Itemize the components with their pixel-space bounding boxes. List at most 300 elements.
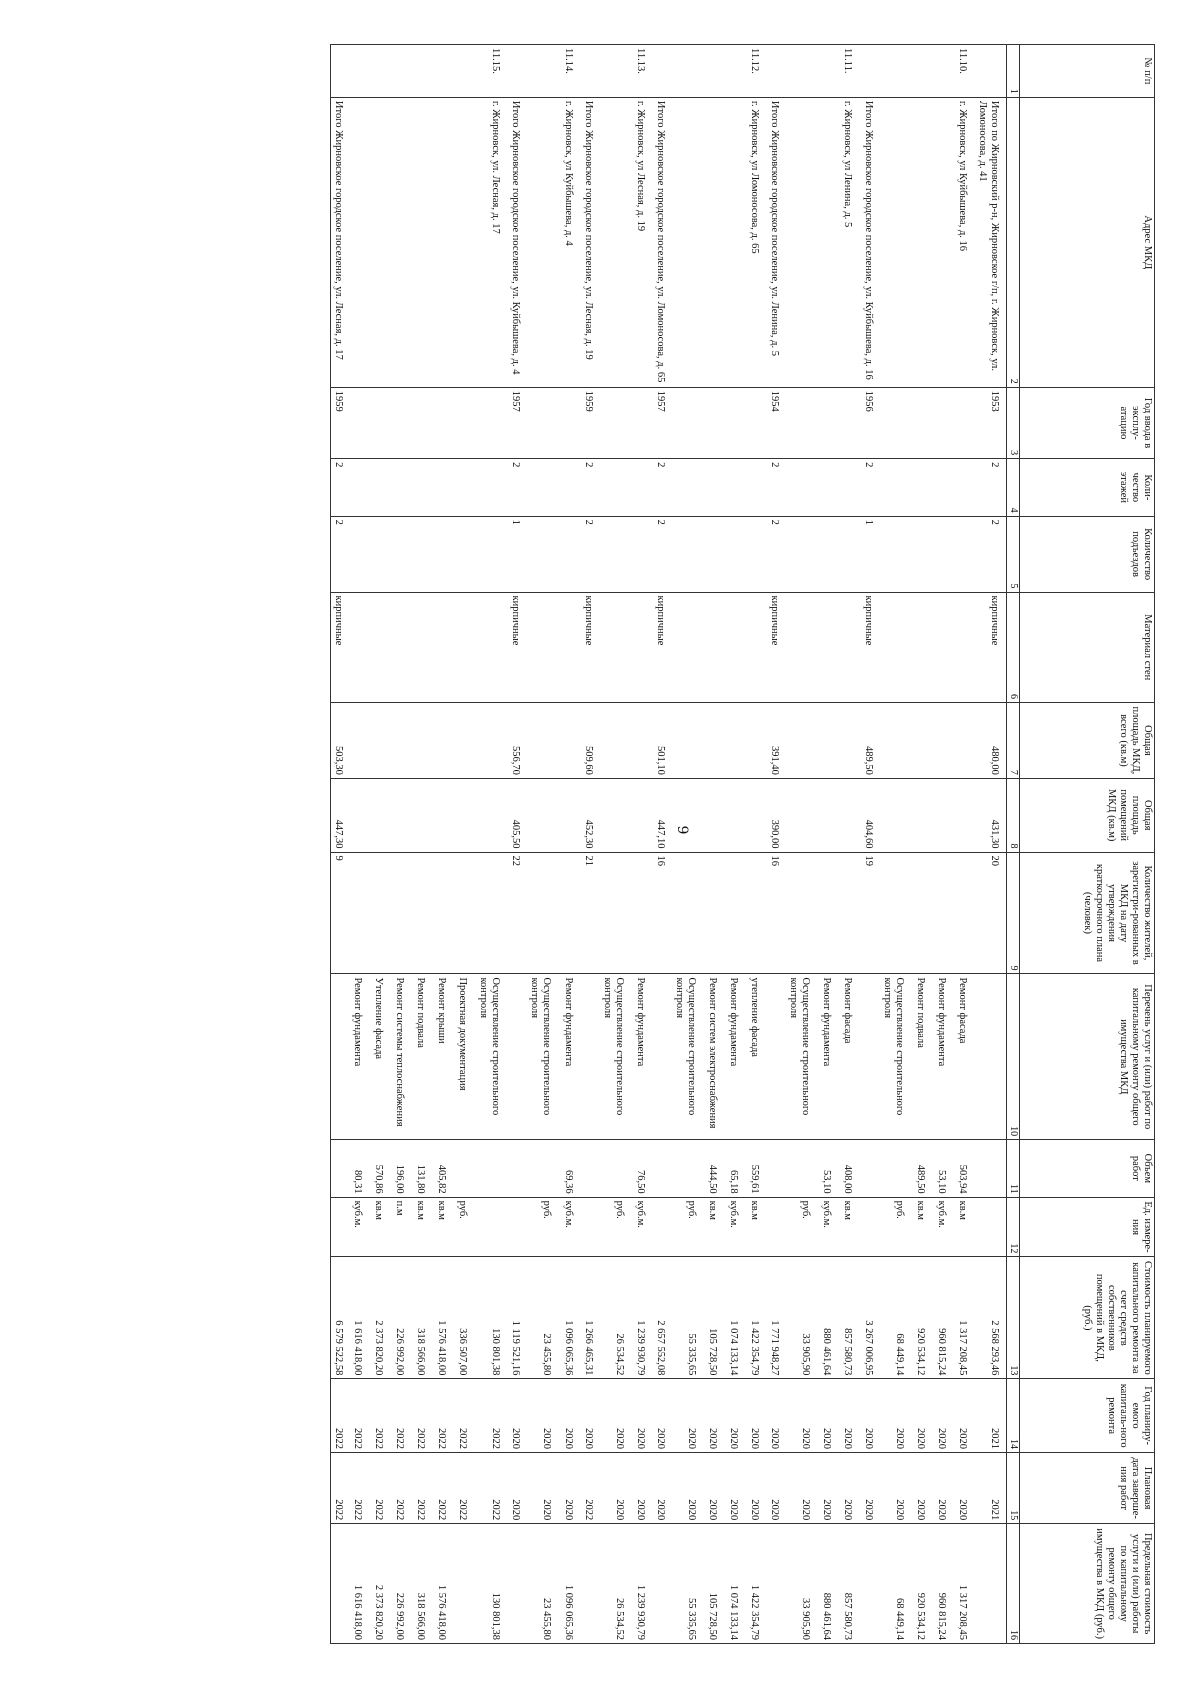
- cell-address: Итого Жирновское городское поселение, ул. Ленина, д. 5: [767, 97, 786, 387]
- empty-cell: [653, 974, 672, 1140]
- empty-cell: [508, 1197, 527, 1257]
- cell-limit: [330, 1524, 350, 1644]
- empty-cell: [413, 97, 434, 387]
- cell-plan-year: 2022: [476, 1379, 508, 1453]
- empty-cell: [508, 1140, 527, 1198]
- empty-cell: [913, 702, 934, 778]
- cell-address: Итого Жирновское городское поселение, ул. Лесная, д. 17: [330, 97, 350, 387]
- cell-year: 1959: [330, 387, 350, 458]
- cell-cost: 2 373 820,20: [371, 1257, 392, 1379]
- cell-end-year: 2020: [913, 1452, 934, 1523]
- cell-work: Ремонт фундамента: [633, 974, 653, 1140]
- column-number: 14: [1007, 1379, 1020, 1453]
- empty-cell: [786, 516, 819, 592]
- work-row: [527, 45, 560, 1644]
- cell-plan-year: 2020: [747, 1379, 767, 1453]
- cell-walls: кирпичные: [330, 592, 350, 702]
- cell-area-total: 503,30: [330, 702, 350, 778]
- empty-cell: [786, 592, 819, 702]
- cell-entrances: 2: [581, 516, 600, 592]
- cell-cost: 1 096 065,36: [561, 1257, 581, 1379]
- empty-cell: [600, 459, 633, 517]
- column-number: 4: [1007, 459, 1020, 517]
- cell-plan-year: 2022: [350, 1379, 371, 1453]
- empty-cell: [880, 702, 913, 778]
- empty-cell: [633, 592, 653, 702]
- cell-area-total: 480,00: [975, 702, 1007, 778]
- empty-cell: [880, 778, 913, 852]
- work-row: [726, 45, 747, 1644]
- column-number: 8: [1007, 778, 1020, 852]
- empty-cell: [392, 516, 413, 592]
- empty-cell: [350, 592, 371, 702]
- cell-limit: 23 455,80: [527, 1524, 560, 1644]
- cell-floors: 2: [653, 459, 672, 517]
- empty-cell: [672, 778, 705, 852]
- empty-cell: [350, 778, 371, 852]
- empty-cell: [434, 97, 455, 387]
- empty-cell: [392, 459, 413, 517]
- cell-plan-year: 2020: [508, 1379, 527, 1453]
- empty-cell: [767, 45, 786, 98]
- empty-cell: [861, 1140, 880, 1198]
- header-cell: Количество жителей, зарегистри-рованных в МКД на дату утверждения краткосрочного плана (человек): [1020, 852, 1155, 974]
- empty-cell: [392, 97, 413, 387]
- work-row: [392, 45, 413, 1644]
- cell-cost: 2 657 552,08: [653, 1257, 672, 1379]
- cell-limit: [653, 1524, 672, 1644]
- empty-cell: [913, 852, 934, 974]
- empty-cell: [819, 702, 840, 778]
- cell-volume: 65,18: [726, 1140, 747, 1198]
- cell-address: г. Жирновск, ул Куйбышева, д. 4: [561, 97, 581, 387]
- empty-cell: [434, 852, 455, 974]
- cell-work: Ремонт крыши: [434, 974, 455, 1140]
- cell-limit: 1 239 930,79: [633, 1524, 653, 1644]
- cell-plan-year: 2020: [705, 1379, 726, 1453]
- cell-num: 11.11.: [840, 45, 860, 98]
- cell-address: г. Жирновск, ул Куйбышева, д. 16: [955, 97, 975, 387]
- cell-area-total: 501,10: [653, 702, 672, 778]
- cell-walls: кирпичные: [767, 592, 786, 702]
- empty-cell: [600, 592, 633, 702]
- cell-area-total: 489,50: [861, 702, 880, 778]
- empty-cell: [747, 702, 767, 778]
- empty-cell: [476, 852, 508, 974]
- cell-unit: кв.м: [913, 1197, 934, 1257]
- empty-cell: [413, 852, 434, 974]
- cell-work: Ремонт подвала: [413, 974, 434, 1140]
- empty-cell: [600, 387, 633, 458]
- cell-num: 11.10.: [955, 45, 975, 98]
- work-row: [413, 45, 434, 1644]
- empty-cell: [330, 45, 350, 98]
- empty-cell: [975, 45, 1007, 98]
- cell-limit: 1 074 133,14: [726, 1524, 747, 1644]
- cell-address: Итого Жирновское городское поселение, ул. Куйбышева, д. 4: [508, 97, 527, 387]
- empty-cell: [880, 459, 913, 517]
- cell-unit: руб.: [527, 1197, 560, 1257]
- empty-cell: [527, 45, 560, 98]
- cell-volume: 444,50: [705, 1140, 726, 1198]
- cell-end-year: 2020: [767, 1452, 786, 1523]
- empty-cell: [767, 974, 786, 1140]
- empty-cell: [527, 387, 560, 458]
- cell-unit: руб.: [672, 1197, 705, 1257]
- empty-cell: [934, 592, 955, 702]
- cell-cost: 880 461,64: [819, 1257, 840, 1379]
- cell-cost: 226 992,00: [392, 1257, 413, 1379]
- empty-cell: [581, 1140, 600, 1198]
- cell-unit: кв.м: [413, 1197, 434, 1257]
- cell-cost: 2 568 293,46: [975, 1257, 1007, 1379]
- empty-cell: [955, 702, 975, 778]
- empty-cell: [786, 387, 819, 458]
- cell-work: Ремонт фундамента: [561, 974, 581, 1140]
- cell-volume: 559,61: [747, 1140, 767, 1198]
- cell-area-rooms: 452,30: [581, 778, 600, 852]
- cell-floors: 2: [508, 459, 527, 517]
- cell-area-rooms: 431,30: [975, 778, 1007, 852]
- empty-cell: [527, 702, 560, 778]
- empty-cell: [371, 97, 392, 387]
- empty-cell: [434, 592, 455, 702]
- empty-cell: [434, 778, 455, 852]
- cell-area-rooms: 447,10: [653, 778, 672, 852]
- cell-work: Ремонт систем электроснабжения: [705, 974, 726, 1140]
- empty-cell: [434, 702, 455, 778]
- cell-end-year: 2020: [819, 1452, 840, 1523]
- cell-floors: 2: [581, 459, 600, 517]
- cell-cost: 105 728,50: [705, 1257, 726, 1379]
- empty-cell: [819, 97, 840, 387]
- empty-cell: [934, 45, 955, 98]
- empty-cell: [955, 516, 975, 592]
- cell-floors: 2: [330, 459, 350, 517]
- cell-unit: кв.м: [434, 1197, 455, 1257]
- empty-cell: [747, 592, 767, 702]
- cell-work: Ремонт фундамента: [350, 974, 371, 1140]
- work-row: [672, 45, 705, 1644]
- cell-cost: 1 576 418,00: [434, 1257, 455, 1379]
- empty-cell: [861, 1197, 880, 1257]
- cell-end-year: 2020: [672, 1452, 705, 1523]
- empty-cell: [840, 852, 860, 974]
- work-row: [819, 45, 840, 1644]
- empty-cell: [840, 516, 860, 592]
- cell-cost: 6 579 522,58: [330, 1257, 350, 1379]
- cell-work: Ремонт фундамента: [726, 974, 747, 1140]
- cell-end-year: 2020: [786, 1452, 819, 1523]
- cell-plan-year: 2020: [861, 1379, 880, 1453]
- cell-work: Проектная документация: [455, 974, 476, 1140]
- cell-plan-year: 2020: [600, 1379, 633, 1453]
- empty-cell: [455, 97, 476, 387]
- empty-cell: [600, 702, 633, 778]
- cell-volume: 503,94: [955, 1140, 975, 1198]
- empty-cell: [726, 778, 747, 852]
- cell-work: Ремонт фундамента: [819, 974, 840, 1140]
- empty-cell: [672, 97, 705, 387]
- cell-plan-year: 2021: [975, 1379, 1007, 1453]
- cell-year: 1953: [975, 387, 1007, 458]
- cell-work: Осуществление строительного контроля: [476, 974, 508, 1140]
- cell-limit: 226 992,00: [392, 1524, 413, 1644]
- empty-cell: [413, 45, 434, 98]
- cell-area-total: 556,70: [508, 702, 527, 778]
- cell-limit: 318 566,00: [413, 1524, 434, 1644]
- empty-cell: [350, 852, 371, 974]
- empty-cell: [880, 516, 913, 592]
- empty-cell: [726, 516, 747, 592]
- empty-cell: [819, 516, 840, 592]
- empty-cell: [561, 702, 581, 778]
- empty-cell: [413, 459, 434, 517]
- cell-work: Осуществление строительного контроля: [600, 974, 633, 1140]
- cell-work: Осуществление строительного контроля: [880, 974, 913, 1140]
- cell-volume: 405,82: [434, 1140, 455, 1198]
- cell-end-year: 2020: [880, 1452, 913, 1523]
- work-row: [350, 45, 371, 1644]
- cell-unit: куб.м.: [819, 1197, 840, 1257]
- cell-volume: 80,31: [350, 1140, 371, 1198]
- column-number: 2: [1007, 97, 1020, 387]
- total-row: [767, 45, 786, 1644]
- cell-end-year: 2020: [747, 1452, 767, 1523]
- empty-cell: [455, 778, 476, 852]
- empty-cell: [581, 45, 600, 98]
- column-number: 16: [1007, 1524, 1020, 1644]
- cell-cost: 1 771 948,27: [767, 1257, 786, 1379]
- empty-cell: [672, 459, 705, 517]
- empty-cell: [955, 459, 975, 517]
- empty-cell: [934, 97, 955, 387]
- empty-cell: [786, 45, 819, 98]
- empty-cell: [819, 592, 840, 702]
- cell-num: 11.13.: [633, 45, 653, 98]
- empty-cell: [786, 702, 819, 778]
- header-cell: Перечень услуг и (или) работ по капитальному ремонту общего имущества МКД: [1020, 974, 1155, 1140]
- work-row: [705, 45, 726, 1644]
- cell-unit: кв.м: [955, 1197, 975, 1257]
- cell-end-year: 2020: [561, 1452, 581, 1523]
- cell-residents: 22: [508, 852, 527, 974]
- empty-cell: [726, 387, 747, 458]
- cell-area-total: 509,60: [581, 702, 600, 778]
- header-cell: Предельная стоимость услуги и (или) работы по капитальному ремонту общего имущества в МКД (руб.): [1020, 1524, 1155, 1644]
- empty-cell: [330, 1140, 350, 1198]
- total-row: [861, 45, 880, 1644]
- empty-cell: [434, 459, 455, 517]
- cell-area-rooms: 405,50: [508, 778, 527, 852]
- cell-work: Осуществление строительного контроля: [672, 974, 705, 1140]
- house-row: [747, 45, 767, 1644]
- cell-limit: 1 422 354,79: [747, 1524, 767, 1644]
- cell-work: Ремонт фундамента: [934, 974, 955, 1140]
- cell-limit: [975, 1524, 1007, 1644]
- cell-address: Итого по Жирновский р-н, Жирновское г/п, г. Жирновск, ул. Ломоносова, д. 41: [975, 97, 1007, 387]
- cell-limit: 857 580,73: [840, 1524, 860, 1644]
- empty-cell: [413, 387, 434, 458]
- empty-cell: [840, 778, 860, 852]
- cell-unit: кв.м: [705, 1197, 726, 1257]
- empty-cell: [726, 97, 747, 387]
- empty-cell: [747, 852, 767, 974]
- cell-end-year: 2020: [726, 1452, 747, 1523]
- cell-end-year: 2020: [527, 1452, 560, 1523]
- empty-cell: [633, 459, 653, 517]
- column-number: 7: [1007, 702, 1020, 778]
- header-cell: Плановая дата заверше-ния работ: [1020, 1452, 1155, 1523]
- rotated-table-container: [45, 44, 1155, 1644]
- empty-cell: [747, 459, 767, 517]
- cell-walls: кирпичные: [653, 592, 672, 702]
- empty-cell: [672, 702, 705, 778]
- column-number: 6: [1007, 592, 1020, 702]
- cell-limit: 130 801,38: [476, 1524, 508, 1644]
- cell-limit: 33 905,90: [786, 1524, 819, 1644]
- column-number: 5: [1007, 516, 1020, 592]
- empty-cell: [600, 778, 633, 852]
- cell-cost: 33 905,90: [786, 1257, 819, 1379]
- cell-limit: 2 373 820,20: [371, 1524, 392, 1644]
- empty-cell: [705, 778, 726, 852]
- cell-plan-year: 2020: [913, 1379, 934, 1453]
- cell-unit: п.м: [392, 1197, 413, 1257]
- cell-limit: 1 096 065,36: [561, 1524, 581, 1644]
- cell-unit: кв.м: [371, 1197, 392, 1257]
- cell-area-total: 391,40: [767, 702, 786, 778]
- empty-cell: [975, 974, 1007, 1140]
- empty-cell: [767, 1197, 786, 1257]
- empty-cell: [913, 387, 934, 458]
- cell-entrances: 2: [330, 516, 350, 592]
- empty-cell: [672, 592, 705, 702]
- cell-end-year: 2021: [975, 1452, 1007, 1523]
- cell-volume: 408,00: [840, 1140, 860, 1198]
- cell-address: г. Жирновск, ул. Лесная, д. 17: [476, 97, 508, 387]
- empty-cell: [455, 516, 476, 592]
- empty-cell: [840, 702, 860, 778]
- cell-address: г. Жирновск, ул Ленина, д. 5: [840, 97, 860, 387]
- work-row: [600, 45, 633, 1644]
- empty-cell: [434, 45, 455, 98]
- empty-cell: [705, 516, 726, 592]
- cell-end-year: 2022: [371, 1452, 392, 1523]
- cell-cost: 1 422 354,79: [747, 1257, 767, 1379]
- empty-cell: [861, 974, 880, 1140]
- cell-year: 1956: [861, 387, 880, 458]
- column-number: 15: [1007, 1452, 1020, 1523]
- cell-end-year: 2022: [455, 1452, 476, 1523]
- house-row: [633, 45, 653, 1644]
- work-row: [786, 45, 819, 1644]
- empty-cell: [527, 97, 560, 387]
- cell-unit: куб.м.: [726, 1197, 747, 1257]
- empty-cell: [600, 97, 633, 387]
- column-number: 10: [1007, 974, 1020, 1140]
- empty-cell: [434, 516, 455, 592]
- empty-cell: [413, 778, 434, 852]
- column-number: 1: [1007, 45, 1020, 98]
- cell-cost: 130 801,38: [476, 1257, 508, 1379]
- header-cell: Ед. измере-ния: [1020, 1197, 1155, 1257]
- empty-cell: [672, 387, 705, 458]
- cell-cost: 1 616 418,00: [350, 1257, 371, 1379]
- empty-cell: [840, 387, 860, 458]
- cell-year: 1959: [581, 387, 600, 458]
- cell-cost: 26 534,52: [600, 1257, 633, 1379]
- cell-volume: 53,10: [819, 1140, 840, 1198]
- empty-cell: [913, 592, 934, 702]
- empty-cell: [371, 45, 392, 98]
- header-cell: Количество подъездов: [1020, 516, 1155, 592]
- cell-unit: руб.: [600, 1197, 633, 1257]
- cell-limit: 26 534,52: [600, 1524, 633, 1644]
- cell-unit: [476, 1197, 508, 1257]
- cell-num: 11.14.: [561, 45, 581, 98]
- cell-residents: 16: [653, 852, 672, 974]
- empty-cell: [413, 702, 434, 778]
- cell-cost: 336 507,00: [455, 1257, 476, 1379]
- empty-cell: [653, 1197, 672, 1257]
- cell-walls: кирпичные: [581, 592, 600, 702]
- column-number: 9: [1007, 852, 1020, 974]
- cell-limit: 920 534,12: [913, 1524, 934, 1644]
- cell-volume: [880, 1140, 913, 1198]
- empty-cell: [880, 45, 913, 98]
- house-row: [955, 45, 975, 1644]
- cell-plan-year: 2020: [726, 1379, 747, 1453]
- cell-unit: куб.м.: [934, 1197, 955, 1257]
- column-number: 13: [1007, 1257, 1020, 1379]
- empty-cell: [880, 592, 913, 702]
- empty-cell: [672, 852, 705, 974]
- cell-entrances: 2: [653, 516, 672, 592]
- empty-cell: [653, 1140, 672, 1198]
- cell-year: 1954: [767, 387, 786, 458]
- empty-cell: [350, 45, 371, 98]
- cell-limit: 55 335,65: [672, 1524, 705, 1644]
- cell-residents: 16: [767, 852, 786, 974]
- empty-cell: [455, 702, 476, 778]
- total-row: [653, 45, 672, 1644]
- cell-volume: [672, 1140, 705, 1198]
- work-row: [455, 45, 476, 1644]
- empty-cell: [955, 852, 975, 974]
- cell-area-rooms: 390,00: [767, 778, 786, 852]
- cell-floors: 2: [861, 459, 880, 517]
- cell-end-year: 2020: [653, 1452, 672, 1523]
- cell-area-rooms: 447,30: [330, 778, 350, 852]
- empty-cell: [455, 592, 476, 702]
- cell-limit: 105 728,50: [705, 1524, 726, 1644]
- empty-cell: [455, 387, 476, 458]
- cell-walls: кирпичные: [508, 592, 527, 702]
- cell-address: Итого Жирновское городское поселение, ул. Лесная, д. 19: [581, 97, 600, 387]
- empty-cell: [819, 459, 840, 517]
- cell-cost: 1 074 133,14: [726, 1257, 747, 1379]
- header-cell: Адрес МКД: [1020, 97, 1155, 387]
- cell-cost: 68 449,14: [880, 1257, 913, 1379]
- empty-cell: [527, 459, 560, 517]
- empty-cell: [705, 852, 726, 974]
- header-cell: Общая площадь МКД, всего (кв.м): [1020, 702, 1155, 778]
- cell-unit: руб.: [455, 1197, 476, 1257]
- empty-cell: [934, 459, 955, 517]
- cell-limit: [861, 1524, 880, 1644]
- cell-plan-year: 2022: [455, 1379, 476, 1453]
